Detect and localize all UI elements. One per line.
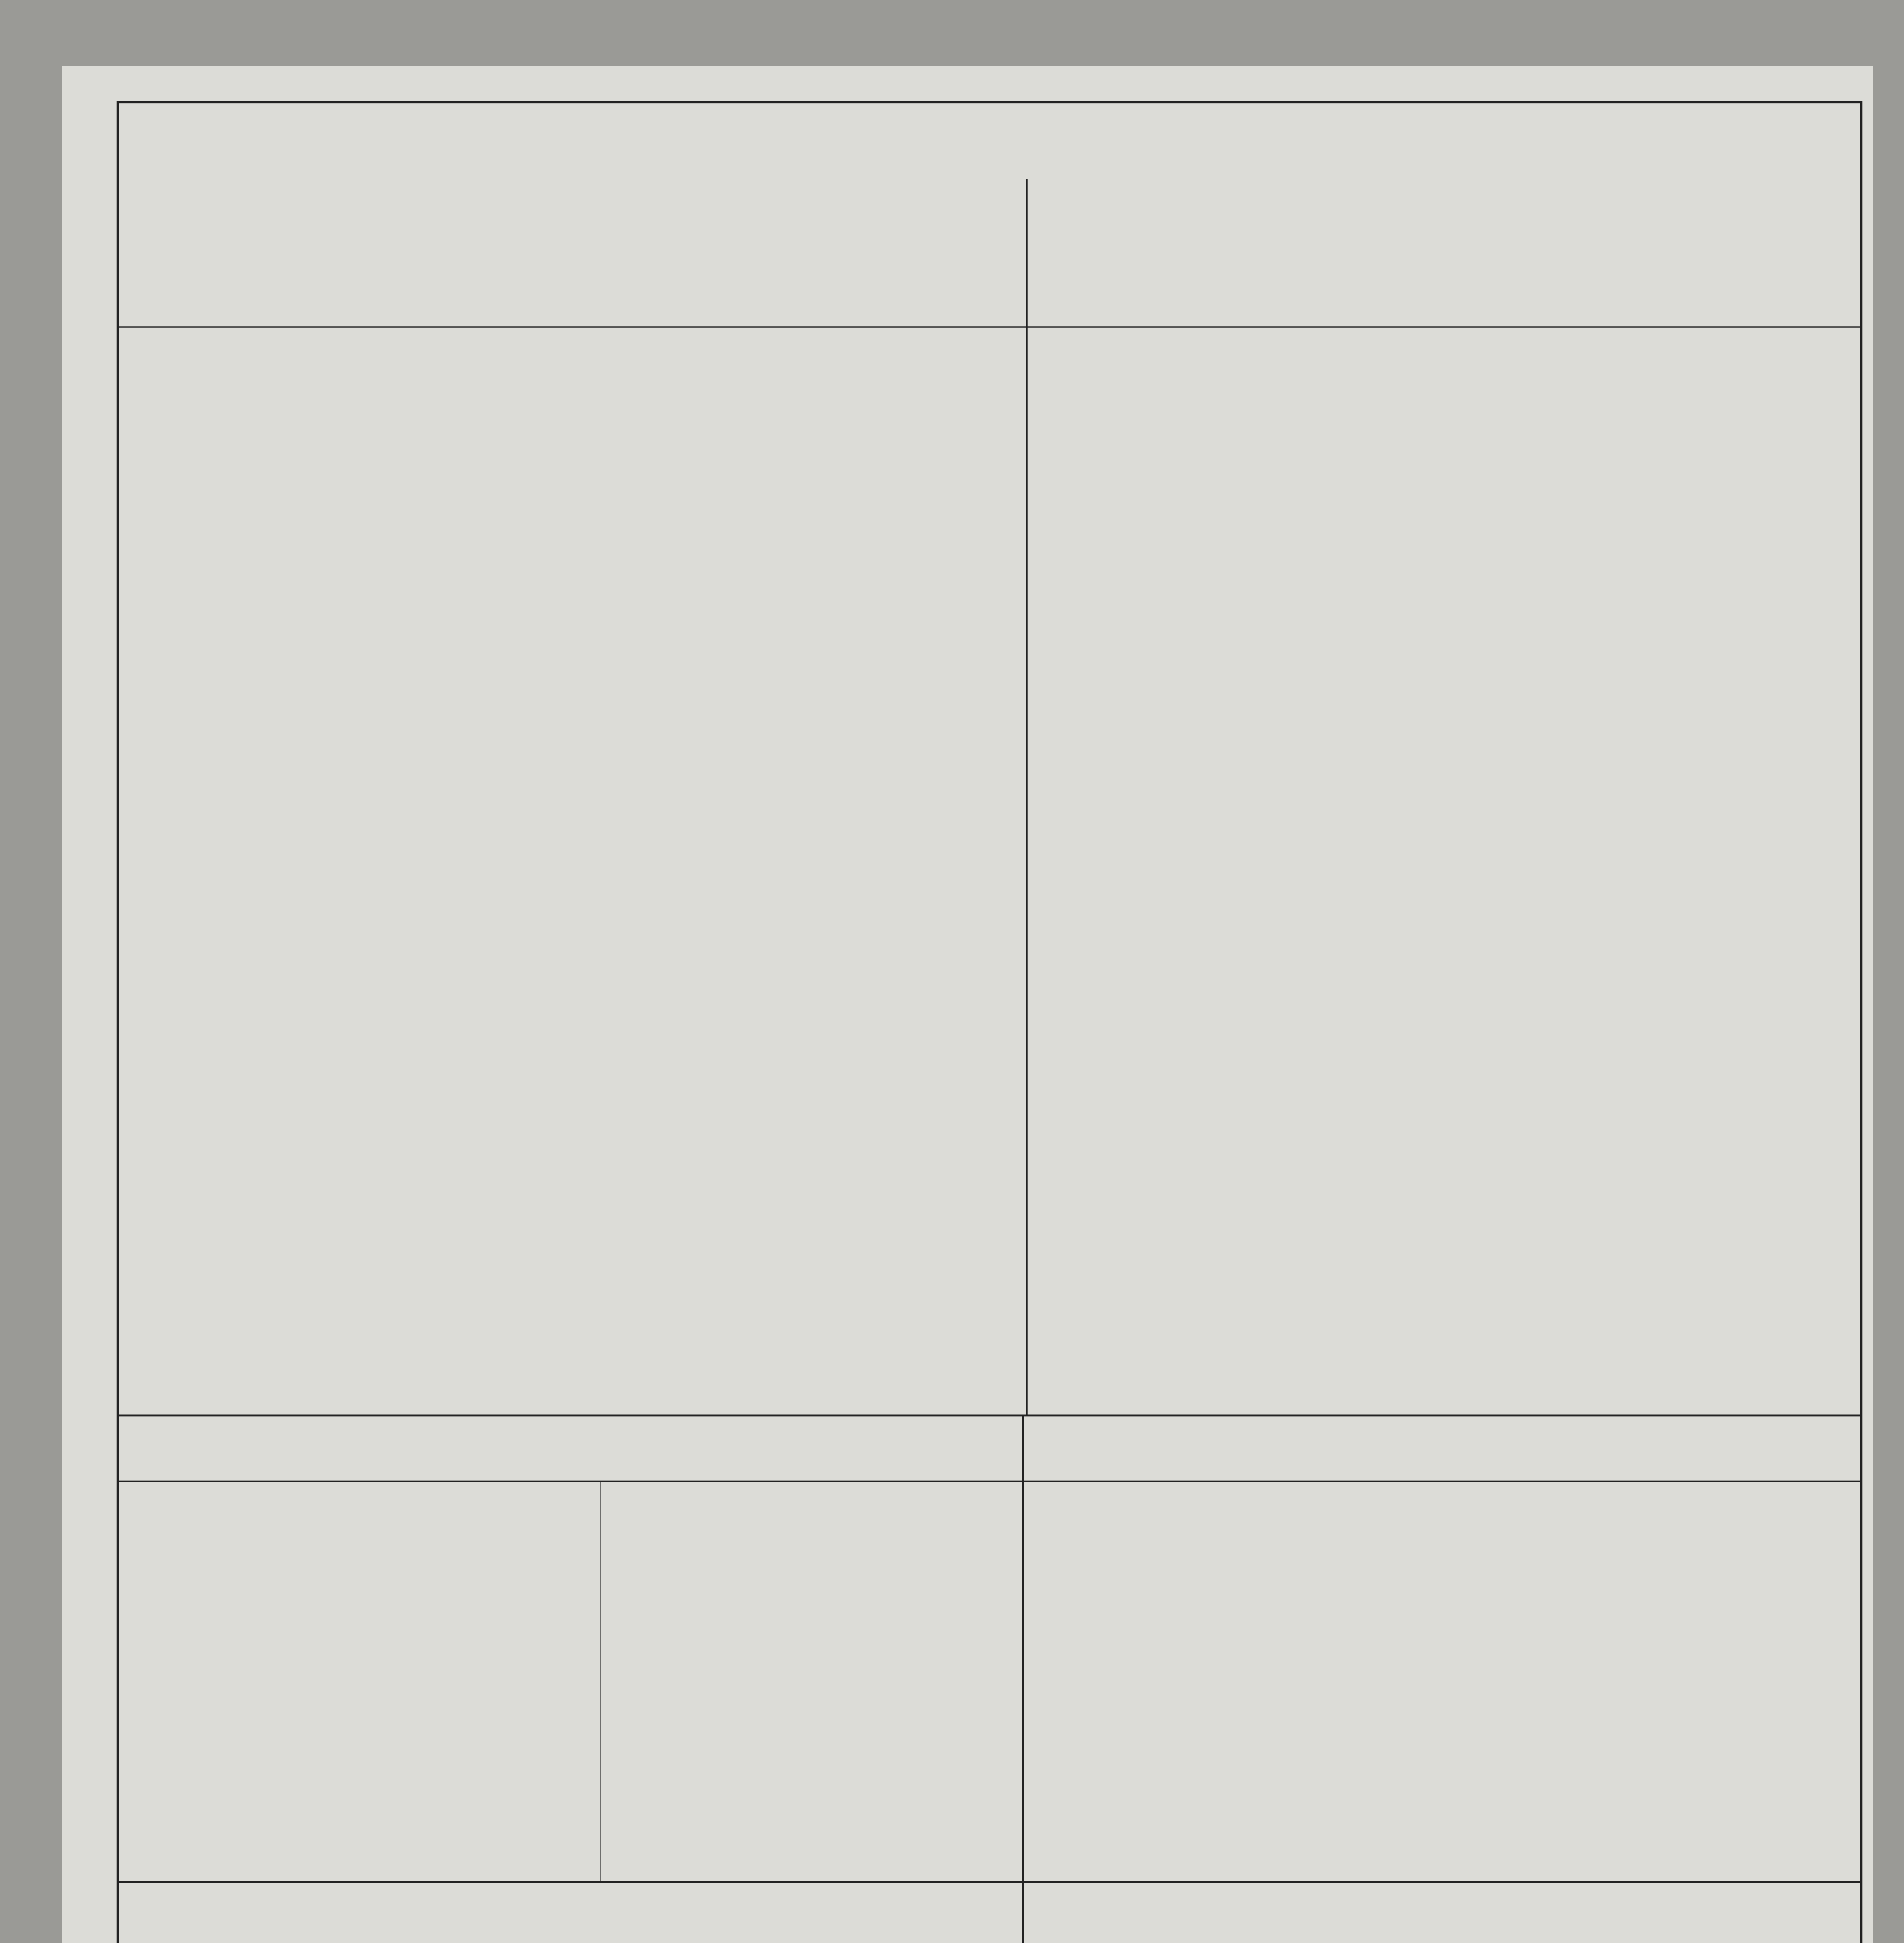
page-frame [117,101,1862,1943]
center-divider [1026,179,1028,1415]
